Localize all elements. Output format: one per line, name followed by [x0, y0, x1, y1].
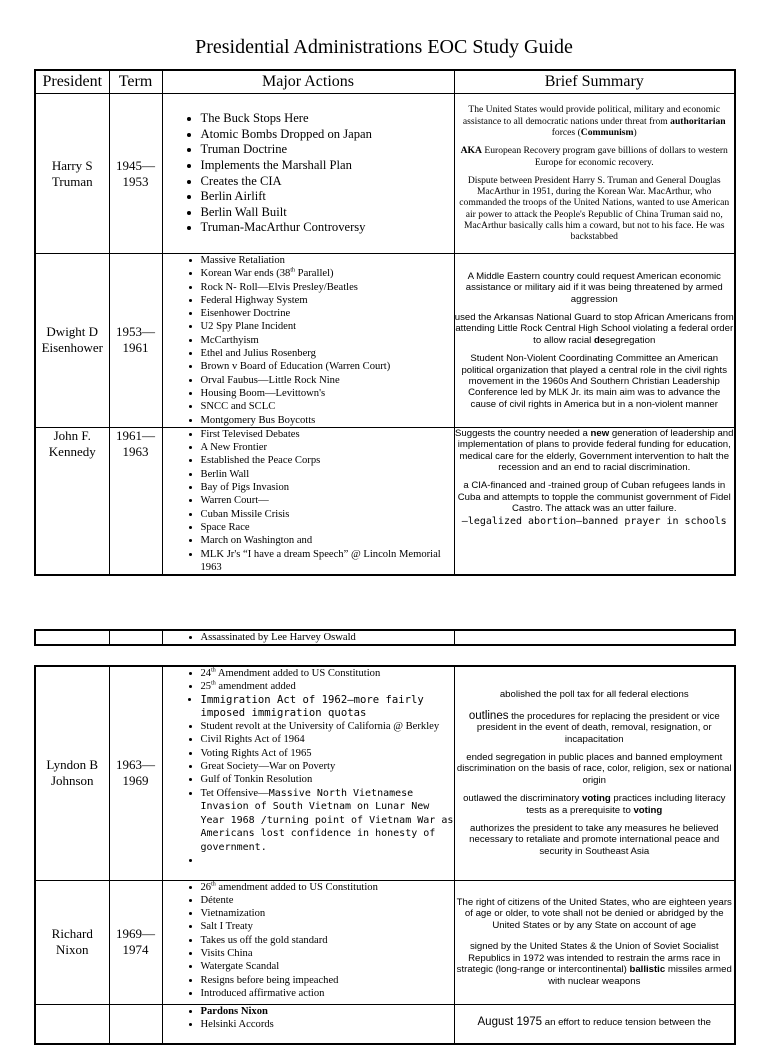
- list-item: • Tet Offensive—Massive North Vietnamese Invasion of South Vietnam on Lunar New Year 1968 /turning point of Vietnam War as Americans lost confidence in honesty of government.: [201, 787, 454, 855]
- actions-list: [163, 631, 454, 644]
- table-row-continued: [35, 630, 735, 645]
- summary-helsinki-accords: August 1975 an effort to reduce tension between the: [477, 1015, 711, 1028]
- major-actions-cell: [162, 880, 454, 1004]
- actions-list: [163, 881, 454, 1001]
- list-item: • Berlin Wall Built: [201, 205, 454, 221]
- list-item: • Montgomery Bus Boycotts: [201, 414, 454, 427]
- list-item: • MLK Jr's “I have a dream Speech” @ Lincoln Memorial 1963: [201, 548, 454, 575]
- list-item: • Truman-MacArthur Controversy: [201, 220, 454, 236]
- major-actions-cell: [162, 1004, 454, 1044]
- list-item: • Rock N- Roll—Elvis Presley/Beatles: [201, 281, 454, 294]
- president-name: Richard Nixon: [35, 880, 109, 1004]
- list-item: • Housing Boom—Levittown's: [201, 387, 454, 400]
- table-row-johnson: [35, 666, 735, 880]
- summary-little-rock: used the Arkansas National Guard to stop African Americans from attending Little Rock Central High School violating a federal order to allow racial desegregation: [454, 311, 734, 346]
- list-item: • Massive Retaliation: [201, 254, 454, 267]
- summary-civil-rights-act: ended segregation in public places and banned employment discrimination on the basis of race, color, religion, sex or national origin: [456, 751, 732, 786]
- brief-summary-cell: [454, 666, 735, 880]
- list-item: • Korean War ends (38th Parallel): [201, 267, 454, 280]
- table-row-kennedy: [35, 427, 735, 575]
- list-item: • 24th Amendment added to US Constitution: [201, 667, 454, 680]
- table-row-nixon: [35, 880, 735, 1004]
- summary-macarthur: Dispute between President Harry S. Truman and General Douglas MacArthur in 1951, during the Korean War. MacArthur, who commanded the troops of the United Nations, wanted to use American air power to attack the People's Republic of China Truman said no, MacArthur basically calls him a coward, but not to his face. He was backstabbed: [459, 174, 730, 243]
- actions-list: [163, 428, 454, 574]
- summary-marshall-plan: AKA European Recovery program gave billions of dollars to western Europe for economic recovery.: [460, 145, 728, 168]
- president-name: Dwight D Eisenhower: [35, 254, 109, 428]
- list-item: • 26th amendment added to US Constitution: [201, 881, 454, 894]
- list-item: • Berlin Wall: [201, 468, 454, 481]
- list-item: • Introduced affirmative action: [201, 987, 454, 1000]
- major-actions-cell: [162, 254, 454, 428]
- summary-warren-court: —legalized abortion—banned prayer in schools: [461, 515, 727, 527]
- table-row-truman: [35, 94, 735, 254]
- list-item: • Brown v Board of Education (Warren Court): [201, 360, 454, 373]
- term-years: 1953—1961: [109, 254, 162, 428]
- list-item: • Atomic Bombs Dropped on Japan: [201, 127, 454, 143]
- list-item: • Truman Doctrine: [201, 142, 454, 158]
- list-item: • SNCC and SCLC: [201, 400, 454, 413]
- table-row-ford: [35, 1004, 735, 1044]
- summary-gulf-of-tonkin: authorizes the president to take any measures he believed necessary to retaliate and promote international peace and security in Southeast Asia: [469, 822, 720, 857]
- summary-bay-of-pigs: a CIA-financed and -trained group of Cuban refugees lands in Cuba and attempts to topple the communist government of Fidel Castro. The attack was an utter failure.: [457, 480, 731, 515]
- term-years: 1963—1969: [109, 666, 162, 880]
- brief-summary-cell: [454, 427, 735, 575]
- list-item: • Salt I Treaty: [201, 920, 454, 933]
- header-major-actions: Major Actions: [162, 70, 454, 94]
- list-item: • Orval Faubus—Little Rock Nine: [201, 374, 454, 387]
- summary-sncc-sclc: Student Non-Violent Coordinating Committee an American political organization that played a central role in the civil rights movement in the 1960s And Southern Christian Leadership Conference led by MLK Jr. its main aim was to advance the cause of civil rights in America but in a non-violent manner: [461, 353, 728, 410]
- president-name: Harry S Truman: [35, 94, 109, 254]
- summary-24th-amendment: abolished the poll tax for all federal elections: [499, 689, 689, 701]
- list-item: • Great Society—War on Poverty: [201, 760, 454, 773]
- summary-26th-amendment: The right of citizens of the United States, who are eighteen years of age or older, to vote shall not be denied or abridged by the United States or by any State on account of age: [456, 897, 732, 931]
- list-item: • Vietnamization: [201, 907, 454, 920]
- major-actions-cell: [162, 666, 454, 880]
- actions-list: [163, 254, 454, 427]
- list-item: • Bay of Pigs Invasion: [201, 481, 454, 494]
- brief-summary-cell: [454, 94, 735, 254]
- brief-summary-cell: [454, 254, 735, 428]
- header-brief-summary: Brief Summary: [454, 70, 735, 94]
- list-item: • Cuban Missile Crisis: [201, 508, 454, 521]
- list-item: • Federal Highway System: [201, 294, 454, 307]
- list-item: [201, 854, 454, 867]
- actions-list: [163, 1005, 454, 1032]
- term-years: 1945—1953: [109, 94, 162, 254]
- summary-truman-doctrine: The United States would provide political, military and economic assistance to all democratic nations under threat from authoritarian forces (Communism): [462, 104, 726, 138]
- list-item: • Berlin Airlift: [201, 189, 454, 205]
- list-item: • Immigration Act of 1962—more fairly imposed immigration quotas: [201, 694, 454, 721]
- header-president: President: [35, 70, 109, 94]
- list-item: • Gulf of Tonkin Resolution: [201, 773, 454, 786]
- list-item: • Established the Peace Corps: [201, 454, 454, 467]
- term-years: 1969—1974: [109, 880, 162, 1004]
- study-guide-table-3: [34, 665, 736, 1045]
- page-title: Presidential Administrations EOC Study Guide: [195, 36, 573, 58]
- list-item: • Resigns before being impeached: [201, 974, 454, 987]
- list-item: • Helsinki Accords: [201, 1018, 454, 1031]
- major-actions-cell: [162, 94, 454, 254]
- list-item: • U2 Spy Plane Incident: [201, 320, 454, 333]
- list-item: • The Buck Stops Here: [201, 111, 454, 127]
- list-item: • A New Frontier: [201, 441, 454, 454]
- actions-list: [163, 667, 454, 867]
- header-term: Term: [109, 70, 162, 94]
- summary-25th-amendment: outlines the procedures for replacing the president or vice president in the event of death, removal, resignation, or incapacitation: [468, 709, 720, 745]
- list-item: • First Televised Debates: [201, 428, 454, 441]
- list-item: • 25th amendment added: [201, 680, 454, 693]
- term-years: 1961—1963: [109, 427, 162, 575]
- list-item: • March on Washington and: [201, 534, 454, 547]
- list-item: • Takes us off the gold standard: [201, 934, 454, 947]
- list-item: • Civil Rights Act of 1964: [201, 733, 454, 746]
- brief-summary-cell: [454, 1004, 735, 1044]
- list-item: • Détente: [201, 894, 454, 907]
- actions-list: [163, 111, 454, 236]
- summary-salt-treaty: signed by the United States & the Union of Soviet Socialist Republics in 1972 was intended to restrain the arms race in strategic (long-range or intercontinental) ballistic missiles armed with nuclear weapons: [456, 941, 732, 987]
- list-item: • Ethel and Julius Rosenberg: [201, 347, 454, 360]
- brief-summary-cell: [454, 880, 735, 1004]
- summary-voting-rights-act: outlawed the discriminatory voting practices including literacy tests as a prerequisite to voting: [463, 793, 726, 816]
- study-guide-table-1: [34, 69, 736, 576]
- header-row: [35, 70, 735, 94]
- list-item: • Implements the Marshall Plan: [201, 158, 454, 174]
- list-item: • Pardons Nixon: [201, 1005, 454, 1018]
- summary-new-frontier: Suggests the country needed a new generation of leadership and implementation of plans to provide federal funding for education, medical care for the elderly, Government intervention to halt the recession and an end to racial discrimination.: [455, 427, 734, 474]
- list-item: • Voting Rights Act of 1965: [201, 747, 454, 760]
- study-guide-table-2: [34, 629, 736, 646]
- list-item: • Watergate Scandal: [201, 960, 454, 973]
- president-name: Lyndon B Johnson: [35, 666, 109, 880]
- list-item: • McCarthyism: [201, 334, 454, 347]
- list-item: • Creates the CIA: [201, 174, 454, 190]
- list-item: • Space Race: [201, 521, 454, 534]
- major-actions-cell: [162, 630, 454, 645]
- list-item: • Visits China: [201, 947, 454, 960]
- table-row-eisenhower: [35, 254, 735, 428]
- summary-eisenhower-doctrine: A Middle Eastern country could request American economic assistance or military aid if it was being threatened by armed aggression: [465, 270, 723, 305]
- list-item: • Eisenhower Doctrine: [201, 307, 454, 320]
- list-item: • Warren Court—: [201, 494, 454, 507]
- list-item: • Assassinated by Lee Harvey Oswald: [201, 631, 454, 644]
- major-actions-cell: [162, 427, 454, 575]
- list-item: • Student revolt at the University of California @ Berkley: [201, 720, 454, 733]
- president-name: John F. Kennedy: [35, 427, 109, 575]
